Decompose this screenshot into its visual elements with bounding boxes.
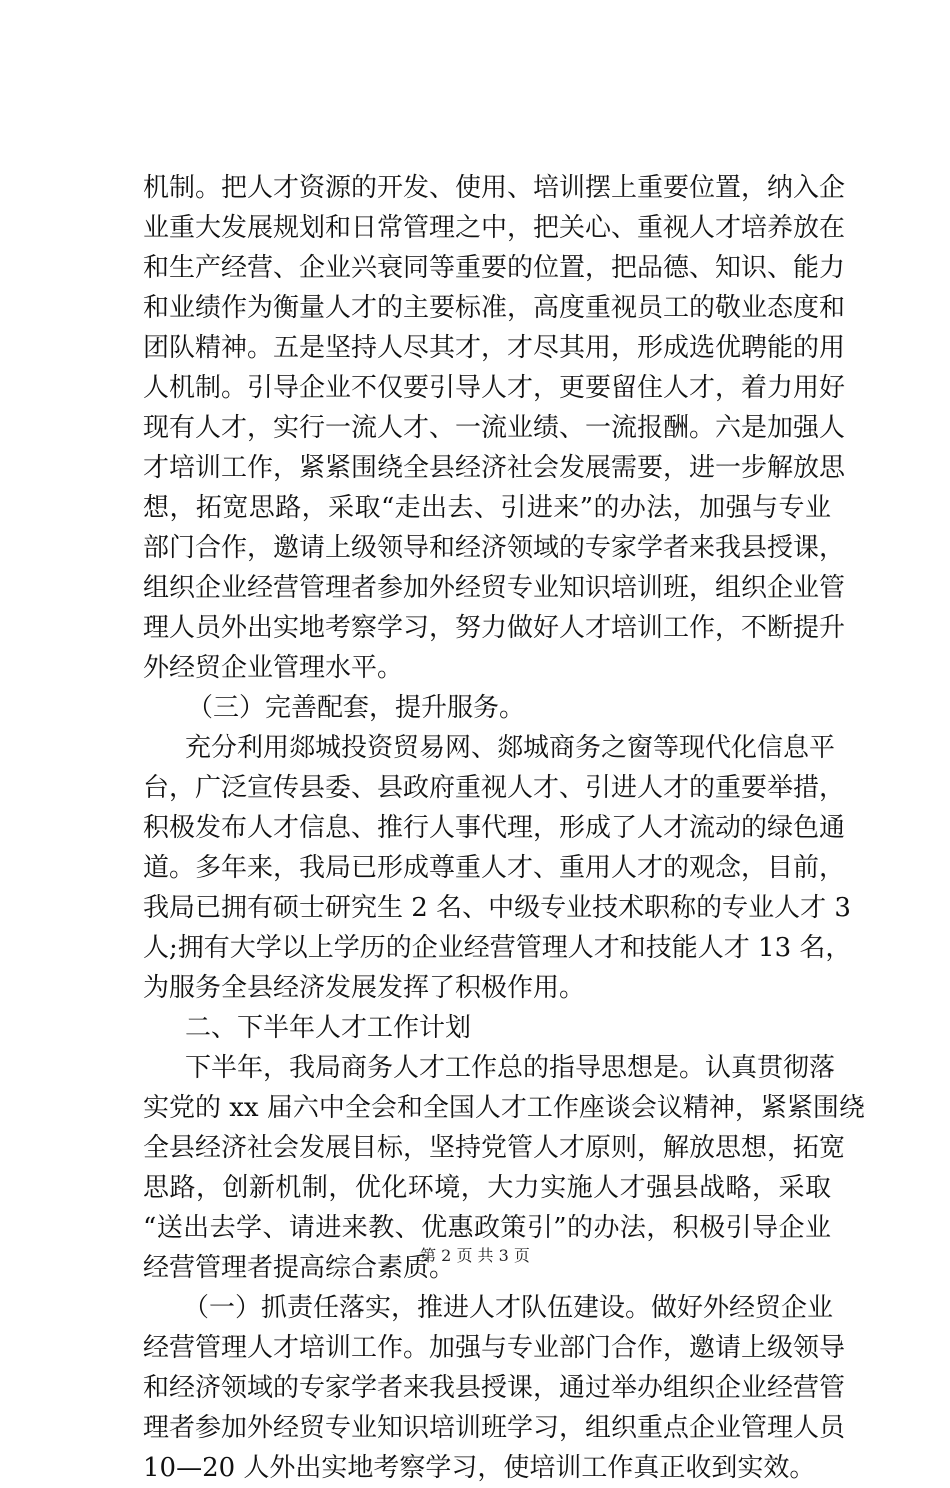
text-line: 人;拥有大学以上学历的企业经营管理人才和技能人才 13 名， [143,933,852,963]
text-line: 积极发布人才信息、推行人事代理，形成了人才流动的绿色通 [143,813,846,843]
text-line: 外经贸企业管理水平。 [143,653,404,683]
text-line: “送出去学、请进来教、优惠政策引”的办法，积极引导企业 [143,1213,831,1243]
text-line: 实党的 xx 届六中全会和全国人才工作座谈会议精神，紧紧围绕 [143,1093,865,1123]
text-line: 和业绩作为衡量人才的主要标准，高度重视员工的敬业态度和 [143,293,846,323]
text-line: 经营管理人才培训工作。加强与专业部门合作，邀请上级领导 [143,1333,846,1363]
text-line: 充分利用郯城投资贸易网、郯城商务之窗等现代化信息平 [185,733,836,763]
text-line: 团队精神。五是坚持人尽其才，才尽其用，形成选优聘能的用 [143,333,846,363]
text-line: 才培训工作，紧紧围绕全县经济社会发展需要，进一步解放思 [143,453,846,483]
section-heading: （三）完善配套，提升服务。 [187,693,526,723]
document-body [143,168,865,1488]
text-line: 业重大发展规划和日常管理之中，把关心、重视人才培养放在 [143,213,846,243]
text-line: 机制。把人才资源的开发、使用、培训摆上重要位置，纳入企 [143,173,846,203]
page-footer: 第 2 页 共 3 页 [420,1246,530,1265]
section-heading: 二、下半年人才工作计划 [185,1013,472,1043]
text-line: 和生产经营、企业兴衰同等重要的位置，把品德、知识、能力 [143,253,846,283]
text-line: 理人员外出实地考察学习，努力做好人才培训工作，不断提升 [143,613,846,643]
text-line: 和经济领域的专家学者来我县授课，通过举办组织企业经营管 [143,1373,846,1403]
text-line: 思路，创新机制，优化环境，大力实施人才强县战略，采取 [143,1173,831,1203]
text-line: 人机制。引导企业不仅要引导人才，更要留住人才，着力用好 [143,373,846,403]
text-line: 台，广泛宣传县委、县政府重视人才、引进人才的重要举措， [143,773,846,803]
text-line: 我局已拥有硕士研究生 2 名、中级专业技术职称的专业人才 3 [143,893,851,923]
text-line: （一）抓责任落实，推进人才队伍建设。做好外经贸企业 [183,1293,834,1323]
text-line: 想，拓宽思路，采取“走出去、引进来”的办法，加强与专业 [143,493,831,523]
text-line: 理者参加外经贸专业知识培训班学习，组织重点企业管理人员 [143,1413,846,1443]
text-line: 下半年，我局商务人才工作总的指导思想是。认真贯彻落 [185,1053,836,1083]
text-line: 道。多年来，我局已形成尊重人才、重用人才的观念，目前， [143,853,846,883]
text-line: 部门合作，邀请上级领导和经济领域的专家学者来我县授课， [143,533,846,563]
text-line: 10—20 人外出实地考察学习，使培训工作真正收到实效。 [143,1453,816,1483]
text-line: 组织企业经营管理者参加外经贸专业知识培训班，组织企业管 [143,573,846,603]
text-line: 全县经济社会发展目标，坚持党管人才原则，解放思想，拓宽 [143,1133,846,1163]
text-line: 为服务全县经济发展发挥了积极作用。 [143,973,586,1003]
text-line: 经营管理者提高综合素质。 [143,1253,456,1283]
text-line: 现有人才，实行一流人才、一流业绩、一流报酬。六是加强人 [143,413,846,443]
